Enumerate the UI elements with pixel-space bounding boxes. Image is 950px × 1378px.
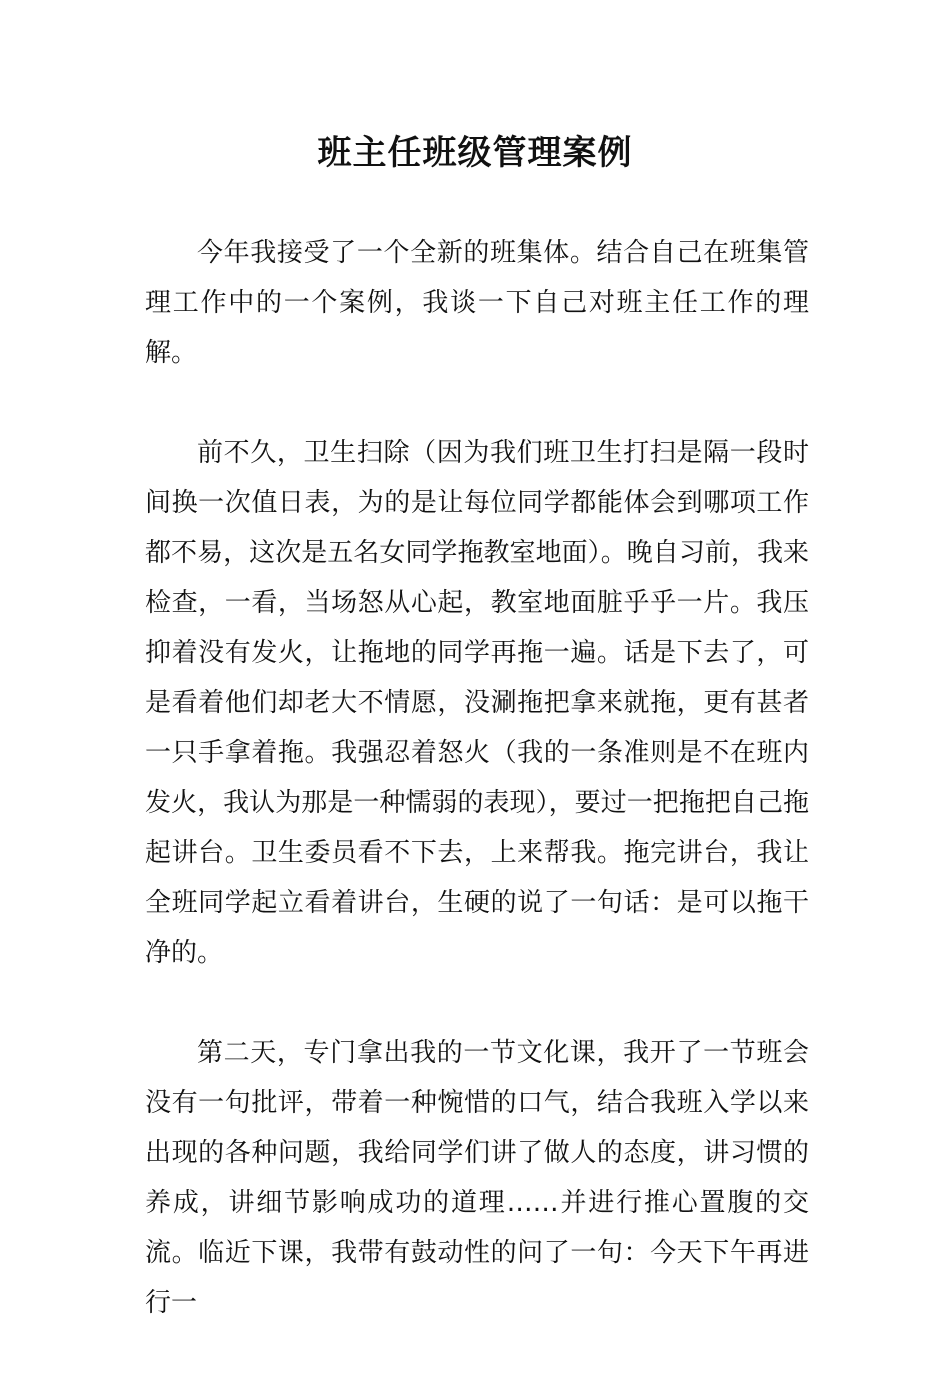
paragraph-2: 前不久，卫生扫除（因为我们班卫生打扫是隔一段时间换一次值日表，为的是让每位同学都能体会到哪项工作都不易，这次是五名女同学拖教室地面）。晚自习前，我来检查，一看，当场怒从心起，教室地面脏乎乎一片。我压抑着没有发火，让拖地的同学再拖一遍。话是下去了，可是看着他们却老大不情愿，没涮拖把拿来就拖，更有甚者一只手拿着拖。我强忍着怒火（我的一条准则是不在班内发火，我认为那是一种懦弱的表现），要过一把拖把自己拖起讲台。卫生委员看不下去，上来帮我。拖完讲台，我让全班同学起立看着讲台，生硬的说了一句话：是可以拖干净的。	[145, 438, 809, 968]
paragraph-1: 今年我接受了一个全新的班集体。结合自己在班集管理工作中的一个案例，我谈一下自己对班主任工作的理解。	[145, 238, 809, 368]
document-body	[145, 228, 809, 1378]
document-title: 班主任班级管理案例	[317, 133, 633, 173]
paragraph-3: 第二天，专门拿出我的一节文化课，我开了一节班会没有一句批评，带着一种惋惜的口气，结合我班入学以来出现的各种问题，我给同学们讲了做人的态度，讲习惯的养成，讲细节影响成功的道理……并进行推心置腹的交流。临近下课，我带有鼓动性的问了一句：今天下午再进行一	[145, 1038, 809, 1318]
